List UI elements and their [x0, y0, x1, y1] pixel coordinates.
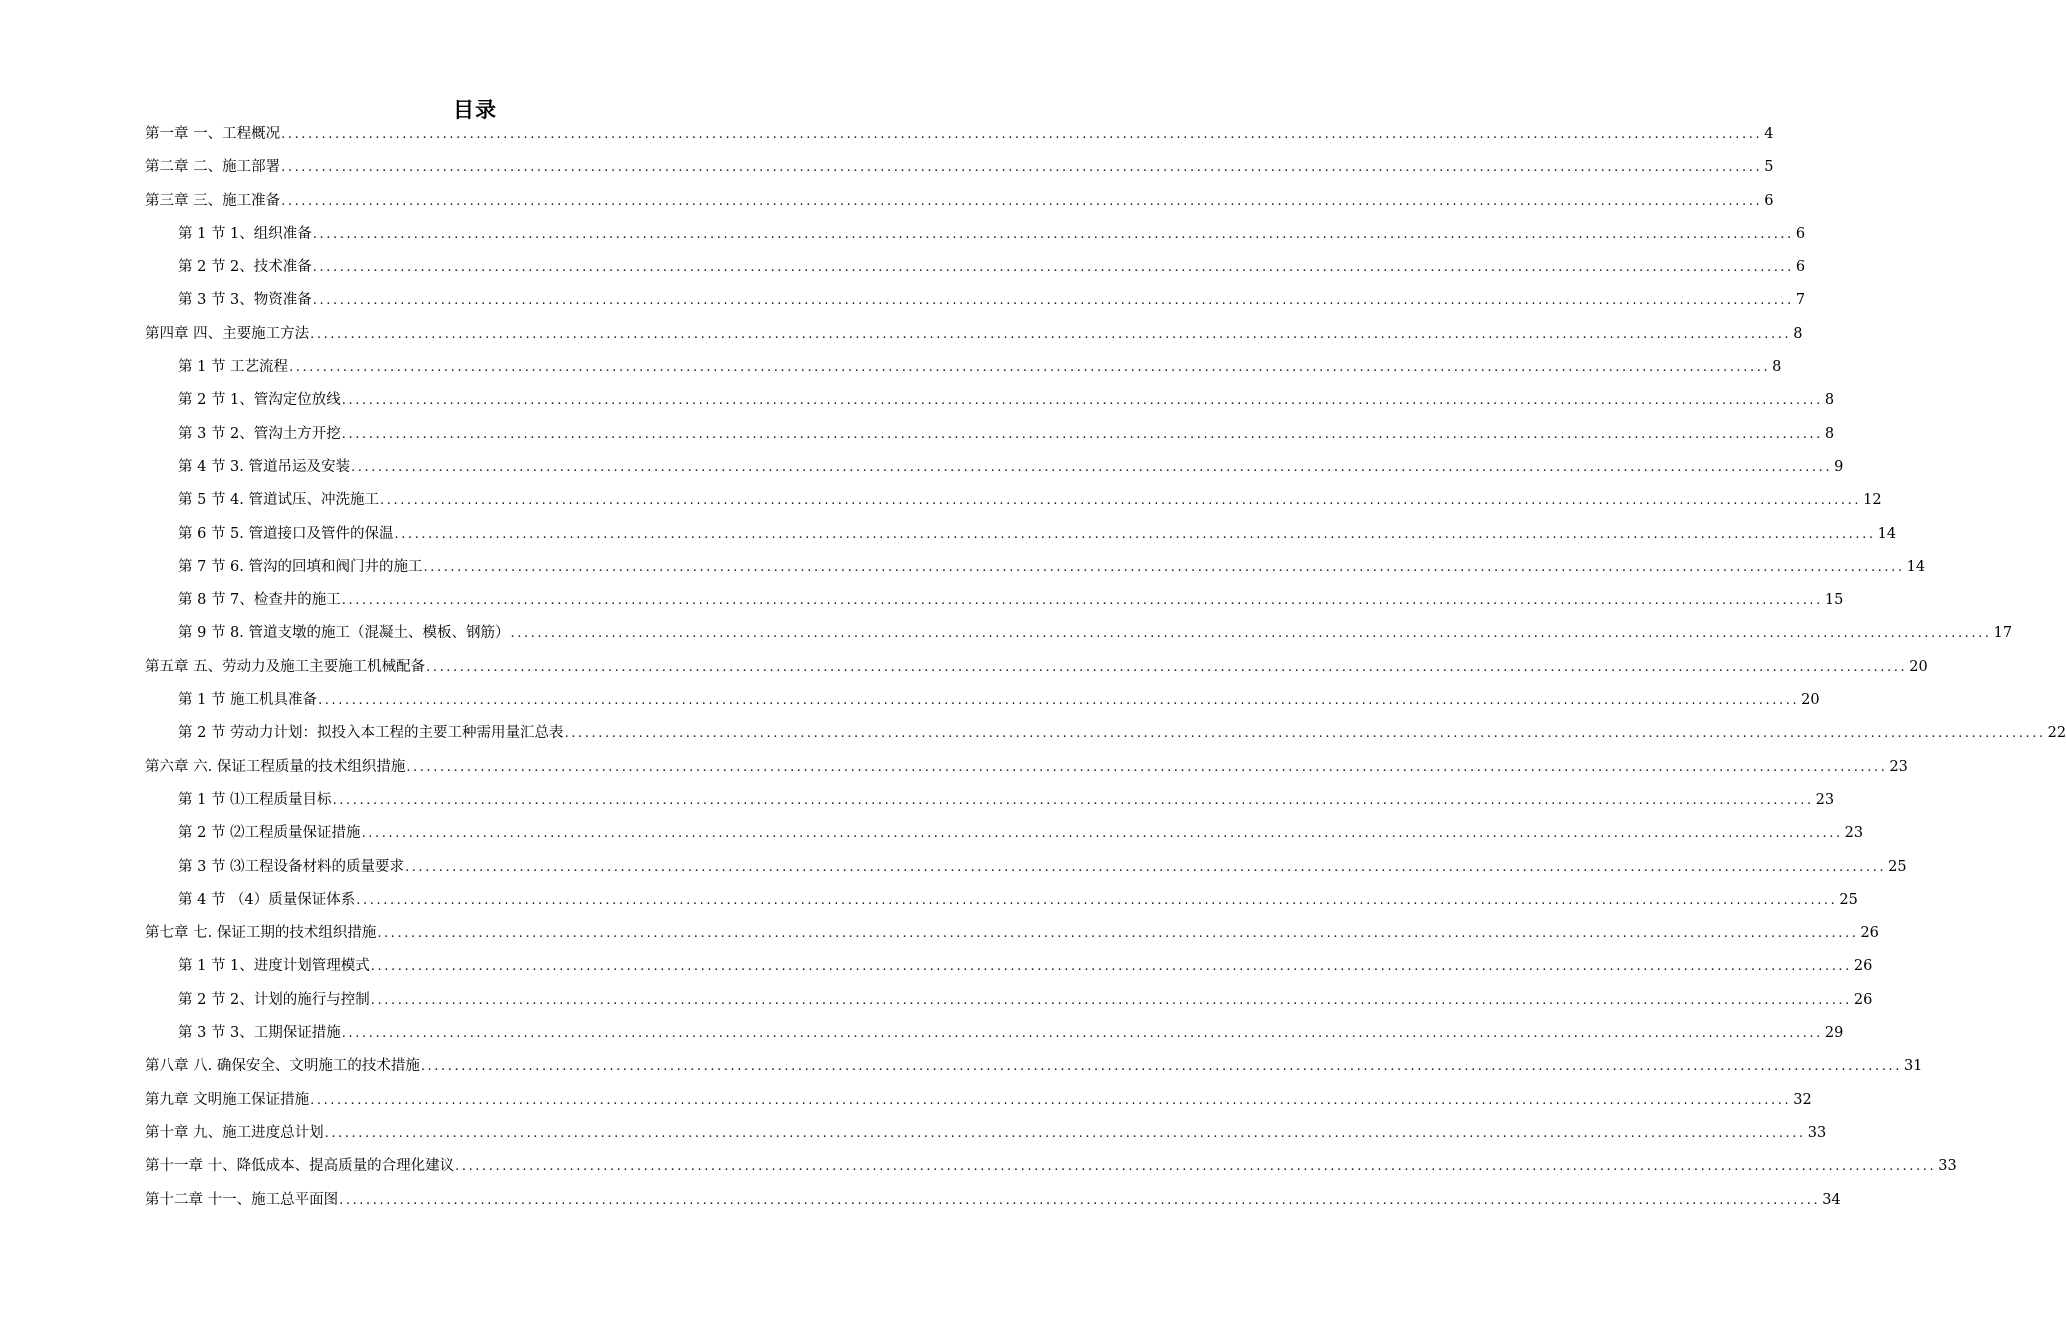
toc-entry-label: 第 3 节 3、工期保证措施 [178, 1025, 341, 1042]
toc-section-entry[interactable] [145, 451, 1844, 484]
toc-dot-leader: ............................................................................................................................................................................................................................ [370, 959, 1852, 975]
toc-section-entry[interactable] [145, 984, 1873, 1017]
toc-page-number: 34 [1822, 1191, 1841, 1208]
toc-page-number: 6 [1764, 192, 1774, 209]
toc-entry-label: 第十章 九、施工进度总计划 [145, 1124, 324, 1141]
toc-dot-leader: ............................................................................................................................................................................................................................ [281, 193, 1763, 209]
toc-chapter-entry[interactable] [145, 151, 1774, 184]
toc-entry-label: 第 3 节 3、物资准备 [178, 292, 312, 309]
toc-page-number: 17 [1993, 625, 2013, 642]
toc-entry-label: 第九章 文明施工保证措施 [145, 1091, 310, 1108]
toc-page-number: 15 [1824, 592, 1844, 609]
toc-entry-label: 第 2 节 2、计划的施行与控制 [178, 991, 370, 1008]
toc-entry-label: 第 7 节 6. 管沟的回填和阀门井的施工 [178, 558, 423, 575]
toc-section-entry[interactable] [145, 584, 1844, 617]
toc-section-entry[interactable] [145, 218, 1806, 251]
toc-chapter-entry[interactable] [145, 318, 1803, 351]
toc-entry-label: 第 6 节 5. 管道接口及管件的保温 [178, 525, 394, 542]
toc-dot-leader: ............................................................................................................................................................................................................................ [405, 859, 1887, 875]
toc-section-entry[interactable] [145, 551, 1926, 584]
toc-section-entry[interactable] [145, 351, 1782, 384]
toc-dot-leader: ............................................................................................................................................................................................................................ [281, 127, 1763, 142]
toc-page-number: 26 [1860, 925, 1879, 942]
toc-dot-leader: ............................................................................................................................................................................................................................ [377, 926, 1859, 942]
toc-chapter-entry[interactable] [145, 1084, 1812, 1117]
toc-section-entry[interactable] [145, 518, 1897, 551]
toc-entry-label: 第 8 节 7、检查井的施工 [178, 592, 341, 609]
toc-section-entry[interactable] [145, 418, 1835, 451]
toc-page-number: 25 [1839, 891, 1858, 908]
toc-entry-label: 第八章 八. 确保安全、文明施工的技术措施 [145, 1058, 420, 1075]
toc-chapter-entry[interactable] [145, 1050, 1923, 1083]
toc-section-entry[interactable] [145, 284, 1806, 317]
toc-page-number: 26 [1853, 958, 1873, 975]
toc-dot-leader: ............................................................................................................................................................................................................................ [312, 293, 1794, 309]
toc-entry-label: 第六章 六. 保证工程质量的技术组织措施 [145, 758, 406, 775]
toc-section-entry[interactable] [145, 884, 1858, 917]
toc-chapter-entry[interactable] [145, 1184, 1841, 1217]
toc-dot-leader: ............................................................................................................................................................................................................................ [455, 1159, 1937, 1175]
toc-dot-leader: ............................................................................................................................................................................................................................ [510, 626, 1992, 642]
toc-entry-label: 第 1 节 ⑴工程质量目标 [178, 791, 332, 808]
toc-entry-label: 第三章 三、施工准备 [145, 192, 281, 209]
toc-page-number: 8 [1793, 325, 1803, 342]
toc-dot-leader: ............................................................................................................................................................................................................................ [406, 759, 1888, 775]
toc-page-number: 6 [1795, 225, 1806, 242]
toc-page-number: 29 [1824, 1025, 1844, 1042]
toc-page-number: 9 [1834, 458, 1844, 475]
toc-page-number: 20 [1801, 692, 1820, 709]
toc-dot-leader: ............................................................................................................................................................................................................................ [341, 426, 1823, 442]
toc-entry-label: 第四章 四、主要施工方法 [145, 325, 310, 342]
toc-dot-leader: ............................................................................................................................................................................................................................ [310, 1092, 1792, 1108]
toc-chapter-entry[interactable] [145, 751, 1908, 784]
toc-dot-leader: ............................................................................................................................................................................................................................ [312, 226, 1794, 242]
toc-entry-label: 第 2 节 ⑵工程质量保证措施 [178, 825, 361, 842]
toc-entry-label: 第 3 节 2、管沟土方开挖 [178, 425, 341, 442]
toc-entry-label: 第十二章 十一、施工总平面图 [145, 1191, 339, 1208]
toc-page-number: 33 [1807, 1124, 1827, 1141]
toc-section-entry[interactable] [145, 717, 2066, 750]
toc-dot-leader: ............................................................................................................................................................................................................................ [312, 260, 1794, 276]
toc-page-number: 7 [1795, 292, 1806, 309]
toc-entry-label: 第 4 节 3. 管道吊运及安装 [178, 458, 350, 475]
toc-chapter-entry[interactable] [145, 917, 1879, 950]
toc-dot-leader: ............................................................................................................................................................................................................................ [420, 1059, 1902, 1075]
toc-dot-leader: ............................................................................................................................................................................................................................ [281, 160, 1763, 176]
toc-page-number: 4 [1764, 126, 1774, 142]
toc-page-number: 23 [1889, 758, 1908, 775]
toc-page-number: 14 [1877, 525, 1897, 542]
toc-dot-leader: ............................................................................................................................................................................................................................ [341, 593, 1823, 609]
toc-entry-label: 第七章 七. 保证工期的技术组织措施 [145, 925, 377, 942]
toc-dot-leader: ............................................................................................................................................................................................................................ [564, 726, 2046, 742]
toc-page-number: 8 [1824, 392, 1835, 409]
toc-entry-label: 第 5 节 4. 管道试压、冲洗施工 [178, 492, 379, 509]
toc-entry-label: 第 4 节 （4）质量保证体系 [178, 891, 356, 908]
toc-section-entry[interactable] [145, 1017, 1844, 1050]
toc-section-entry[interactable] [145, 384, 1835, 417]
toc-dot-leader: ............................................................................................................................................................................................................................ [370, 992, 1852, 1008]
toc-entry-label: 第二章 二、施工部署 [145, 159, 281, 176]
toc-dot-leader: ............................................................................................................................................................................................................................ [426, 659, 1908, 675]
toc-section-entry[interactable] [145, 251, 1806, 284]
toc-page-number: 23 [1815, 791, 1835, 808]
toc-dot-leader: ............................................................................................................................................................................................................................ [332, 792, 1814, 808]
toc-dot-leader: ............................................................................................................................................................................................................................ [380, 493, 1862, 509]
toc-entry-label: 第 2 节 1、管沟定位放线 [178, 392, 341, 409]
toc-chapter-entry[interactable] [145, 185, 1774, 218]
toc-page-number: 22 [2047, 725, 2066, 742]
toc-entry-label: 第十一章 十、降低成本、提高质量的合理化建议 [145, 1158, 455, 1175]
toc-dot-leader: ............................................................................................................................................................................................................................ [339, 1192, 1821, 1208]
toc-page-number: 8 [1772, 359, 1782, 376]
toc-entry-label: 第 1 节 1、进度计划管理模式 [178, 958, 370, 975]
toc-chapter-entry[interactable] [145, 118, 1774, 151]
toc-dot-leader: ............................................................................................................................................................................................................................ [341, 393, 1823, 409]
toc-title: 目录 [453, 98, 497, 122]
table-of-contents [145, 118, 2066, 1217]
toc-dot-leader: ............................................................................................................................................................................................................................ [356, 892, 1838, 908]
toc-page-number: 32 [1793, 1091, 1812, 1108]
toc-section-entry[interactable] [145, 617, 2013, 650]
toc-entry-label: 第 1 节 工艺流程 [178, 359, 289, 376]
toc-page-number: 8 [1824, 425, 1835, 442]
toc-page-number: 31 [1903, 1058, 1923, 1075]
toc-entry-label: 第 2 节 2、技术准备 [178, 259, 312, 276]
toc-section-entry[interactable] [145, 784, 1835, 817]
toc-dot-leader: ............................................................................................................................................................................................................................ [310, 326, 1792, 342]
toc-page-number: 23 [1844, 825, 1864, 842]
toc-page-number: 6 [1795, 259, 1806, 276]
toc-entry-label: 第 1 节 施工机具准备 [178, 692, 318, 709]
toc-chapter-entry[interactable] [145, 1150, 1957, 1183]
toc-chapter-entry[interactable] [145, 651, 1928, 684]
toc-entry-label: 第 3 节 ⑶工程设备材料的质量要求 [178, 858, 405, 875]
toc-page-number: 12 [1863, 492, 1882, 509]
toc-entry-label: 第 2 节 劳动力计划：拟投入本工程的主要工种需用量汇总表 [178, 725, 564, 742]
toc-page-number: 33 [1938, 1158, 1957, 1175]
toc-page-number: 25 [1888, 858, 1907, 875]
toc-page-number: 5 [1764, 159, 1774, 176]
toc-dot-leader: ............................................................................................................................................................................................................................ [318, 693, 1800, 709]
toc-dot-leader: ............................................................................................................................................................................................................................ [361, 826, 1843, 842]
toc-dot-leader: ............................................................................................................................................................................................................................ [423, 559, 1905, 575]
toc-dot-leader: ............................................................................................................................................................................................................................ [394, 526, 1876, 542]
toc-page-number: 14 [1906, 558, 1926, 575]
toc-section-entry[interactable] [145, 817, 1864, 850]
toc-entry-label: 第一章 一、工程概况 [145, 126, 281, 142]
toc-section-entry[interactable] [145, 851, 1907, 884]
toc-section-entry[interactable] [145, 484, 1882, 517]
toc-entry-label: 第 1 节 1、组织准备 [178, 225, 312, 242]
toc-dot-leader: ............................................................................................................................................................................................................................ [324, 1125, 1806, 1141]
toc-entry-label: 第五章 五、劳动力及施工主要施工机械配备 [145, 658, 426, 675]
toc-chapter-entry[interactable] [145, 1117, 1827, 1150]
toc-dot-leader: ............................................................................................................................................................................................................................ [289, 360, 1771, 376]
toc-dot-leader: ............................................................................................................................................................................................................................ [351, 459, 1833, 475]
toc-dot-leader: ............................................................................................................................................................................................................................ [341, 1026, 1823, 1042]
toc-entry-label: 第 9 节 8. 管道支墩的施工（混凝土、模板、钢筋） [178, 625, 510, 642]
toc-page-number: 20 [1909, 658, 1928, 675]
toc-page-number: 26 [1853, 991, 1873, 1008]
toc-section-entry[interactable] [145, 684, 1820, 717]
toc-section-entry[interactable] [145, 950, 1873, 983]
